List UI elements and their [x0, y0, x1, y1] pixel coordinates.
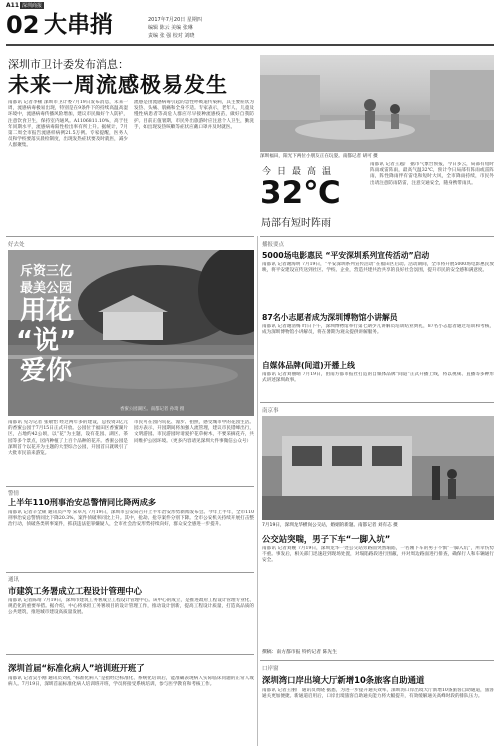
page-code: A11 — [6, 2, 19, 9]
section-title: 大串捎 — [44, 11, 113, 38]
health-title: 深圳首届“标准化病人”培训班开班了 — [8, 663, 145, 673]
lead-rule — [6, 236, 254, 237]
column-divider — [257, 236, 258, 746]
edu-body: 南都讯 记者陈靖 7月19日，深圳市建筑工务署成立工程设计管理中心。该中心的成立，是推进政府工程设计管理专业化、规范化的重要举措。据介绍，中心将承担工务署项目的设计管理工作，推动设计创新，提高工程设计质量，打造高品质的公共建筑，推进城市建设高质量发展。 — [8, 598, 254, 616]
park-photo-caption: 香蜜公园湖区。南都记者 孙琦 摄 — [120, 407, 185, 412]
rec-body-left: 南都讯 见习记者 张敬怡 经过两年多的建设，总投资3亿元的香蜜公园于7月15日正式开放。公园位于福田区香蜜湖片区，占地约42公顷，以“花”为主题，设有花园、湖区、茶园等多个景点，园内种植了上百个品种的花卉。香蜜公园是深圳首个以花卉为主题的大型综合公园，开园首日就吸引了大批市民前来游览。 — [8, 420, 128, 457]
port-rule — [260, 660, 494, 661]
editor-line-1: 编辑 陈云 美编 张琳 — [148, 25, 193, 31]
edu-section-label: 通讯 — [8, 577, 20, 583]
brief-title-2: 87名小志愿者成为深圳博物馆小讲解员 — [262, 313, 398, 322]
brief-title-3: 自媒体品牌(间道)开播上线 — [262, 361, 355, 370]
port-section-label: 口岸窗 — [262, 666, 279, 672]
weather-temperature: 32℃ — [260, 175, 341, 211]
briefs-section-label: 播报要点 — [262, 242, 285, 248]
paper-name: 深圳商报 — [22, 3, 43, 9]
rec-overlay-big-1: 用花 — [20, 296, 73, 326]
masthead-rule — [6, 44, 494, 46]
rec-overlay-big-2: “说” — [16, 326, 77, 356]
rec-body-right: 市民可在园内赏花、漫步、拍照，感受城市中的花园生活。园方表示，开园期间将加强人流管理，建议市民错峰出行，文明游园。市民游园时请爱护花草树木，不要采摘花卉，共同维护公园环境。（更多内容请见深圳大件事微信公众号） — [134, 420, 254, 444]
weather-photo-caption: 深圳福田，阳光下两位小朋友正在玩耍。南都记者 胡可 摄 — [260, 154, 378, 159]
port-title: 深圳湾口岸出境大厅新增10条旅客自助通道 — [262, 675, 425, 685]
issue-date: 2017年7月20日 星期四 — [148, 17, 202, 23]
brief-body-1: 南都讯 记者谢海明 7月19日，“平安深圳系列宣传活动”在福田区启动。活动期间，全市将开展5000场电影惠民放映，将平安建设宣传送到社区、学校、企业，营造共建共治共享的良好社会氛围，提升市民的安全感和满意度。 — [262, 262, 494, 274]
weather-photo — [260, 55, 494, 152]
rec-overlay-line-1: 斥资三亿 — [20, 264, 73, 279]
port-body: 南都讯 记者王丽广 通讯员黄晓 据悉，为进一步提升通关效率，深圳湾口岸出境大厅新增10条旅客自助通道，旅客通关更加便捷。新通道启用后，口岸出境旅客自助通关能力将大幅提升，有效缓解通关高峰时段的排队压力。 — [262, 688, 494, 700]
warn-rule — [6, 572, 254, 573]
weather-body: 南都讯 记者王越广 据市气象台预报，今日多云，局部有短时阵雨或雷阵雨，最高气温32℃，预计今日局部有阵雨或雷阵雨，阵性降雨伴有雷电和短时大风，全市降雨持续，市民外出请注意防雨防雷，注意交通安全，随身携带雨具。 — [370, 162, 494, 186]
edu-title: 市建筑工务署成立工程设计管理中心 — [8, 586, 142, 596]
brief-body-2: 南都讯 记者谢清梅 昨日下午，深圳博物馆举行第七期少儿讲解员培训结业典礼，87名小志愿者通过培训和考核，成为深圳博物馆小讲解员，将在暑期为观众提供讲解服务。 — [262, 324, 494, 336]
bus-stop-illustration — [262, 416, 494, 520]
rec-section-label: 好去处 — [8, 242, 25, 248]
warn-title: 上半年110刑事治安总警情同比降两成多 — [8, 497, 157, 507]
warn-body: 南都讯 记者辛全硕 通讯员卢琴 宋卓凡 7月19日，深圳市公安局召开上半年治安形势新闻发布会。今年上半年，全市110刑事治安总警情同比下降20.3%，案件侦破率同比上升。其中，抢劫、抢夺案件分别下降。全市公安机关持续开展打击整治行动，侦破各类刑事案件，抓获违法犯罪嫌疑人，全市社会治安形势持续向好，群众安全感进一步提升。 — [8, 510, 254, 528]
photo-news-title: 公交站突喘，男子下车“一脚入坑” — [262, 534, 391, 544]
page-number: 02 — [6, 11, 40, 39]
photo-news-reporter: 撰稿：南方都市报 特约记者 陈先生 — [262, 650, 338, 655]
brief-title-1: 5000场电影惠民 “平安深圳系列宣传活动”启动 — [262, 251, 430, 260]
briefs-rule — [260, 236, 494, 237]
weather-subtitle: 局部有短时阵雨 — [261, 218, 331, 229]
rec-overlay-big-3: 爱你 — [20, 356, 73, 386]
lead-body-right: 流感是由流感病毒引起的急性呼吸道传染病，其主要症状为发热、头痛、肌痛和全身不适。专家表示，老年人、儿童及慢性病患者等高危人群应尽早接种流感疫苗，做好自我防护。目前正值暑期，市民外出旅游时应注意个人卫生，勤洗手，如出现发热咳嗽等症状应戴口罩并及时就医。 — [134, 100, 254, 130]
edu-rule — [6, 654, 254, 655]
lead-body-left: 南都讯 记者李顿 深圳市卫计委7月19日发布消息，未来一周，流感病毒极易出现，特别是在9条件下的持续高温高湿环境中，流感病毒传播风险增加，建议市民做好个人防护，注意饮食卫生，保持室内通风。A1106811.10%，高于往年同期水平，流感病毒阳性检出率有所上升。据统计，7月第二周全市报告流感样病例21.5万例。专家提醒，医务人员和学校要落实晨检制度，出现发热症状要及时就医，减少人群聚集。 — [8, 100, 128, 149]
warn-section-label: 警情 — [8, 491, 20, 497]
lead-kicker: 深圳市卫计委发布消息： — [8, 58, 129, 71]
lead-title: 未来一周流感极易发生 — [8, 73, 228, 97]
rec-rule — [6, 486, 254, 487]
brief-body-3: 南都讯 记者刘丽晴 7月19日，由南方都市报社打造的自媒体品牌“间道”正式开播上线，将以视频、直播等多种形式讲述深圳故事。 — [262, 372, 494, 384]
photo-news-rule — [260, 402, 494, 403]
bus-stop-photo-caption: 7月19日，深圳龙华横岗公交站，婚姻的新题。南都记者 刘有志 摄 — [262, 523, 398, 528]
photo-news-section-label: 南京事 — [262, 408, 279, 414]
health-body: 南都讯 记者吴小刚 通讯员刘礼 “标准化病人”是指经过标准化、系统化培训后，能准确表现病人实际临床问题的正常人或病人。7月19日，深圳首届标准化病人培训班开班，学员将接受系统培训，参与医学教育和考核工作。 — [8, 676, 254, 688]
editor-line-2: 责编 张 强 校对 刘晓 — [148, 33, 195, 39]
bus-stop-photo — [262, 416, 494, 520]
weather-label: 今日最高温 — [262, 167, 338, 177]
children-playing-illustration — [260, 55, 494, 152]
rec-overlay-line-2: 最美公园 — [20, 281, 73, 296]
photo-news-body: 南都讯 记者刘婉 7月19日，深圳龙华一处公交站旁路面突然塌陷，一名刚下车的男子不慎“一脚入坑”，所幸伤势不重。事发后，相关部门迅速赶到现场处置，对塌陷路段进行围蔽，并对周边路面进行排查，确保行人和车辆通行安全。 — [262, 546, 494, 564]
